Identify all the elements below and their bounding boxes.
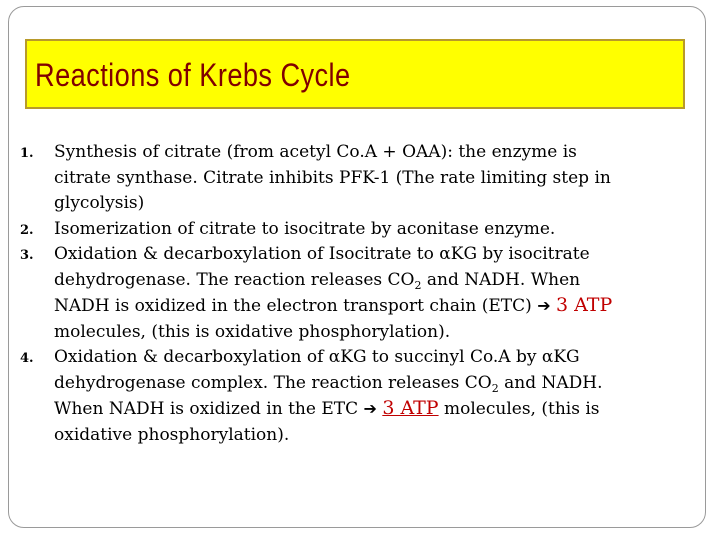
item-line: [54, 345, 700, 371]
item-line: Isomerization of citrate to isocitrate by aconitase enzyme.: [54, 218, 556, 239]
item-number: 1.: [20, 146, 34, 161]
item-number: 3.: [20, 248, 34, 263]
item-line: oxidative phosphorylation).: [54, 424, 290, 445]
right-arrow-icon: ➔: [363, 399, 377, 418]
atp-yield: 3 ATP: [382, 397, 439, 419]
item-line: molecules, (this is oxidative phosphorylation).: [54, 321, 451, 342]
item-line: citrate synthase. Citrate inhibits PFK-1 (The rate limiting step in: [54, 167, 611, 188]
title-banner: [25, 39, 685, 109]
item-line: glycolysis): [54, 193, 145, 213]
list-item-2: [20, 217, 700, 243]
text: Oxidation & decarboxylation of: [54, 347, 329, 367]
atp-yield: 3 ATP: [556, 294, 613, 316]
reaction-list: [20, 140, 700, 448]
item-number: 2.: [20, 222, 34, 238]
text: When NADH is oxidized in the ETC: [54, 399, 364, 419]
text: dehydrogenase complex. The reaction releases CO: [54, 372, 492, 393]
text: KG by isocitrate: [450, 244, 590, 264]
list-item-3: [20, 242, 700, 345]
item-line: [54, 242, 700, 268]
text: KG to succinyl Co.A by: [340, 347, 542, 367]
subscript: 2: [491, 381, 499, 395]
text: and NADH. When: [421, 269, 581, 290]
item-line: [54, 371, 700, 397]
alpha-symbol: α: [541, 347, 554, 367]
item-line: [54, 268, 700, 294]
item-line: [54, 396, 700, 423]
text: NADH is oxidized in the electron transport chain (ETC): [54, 296, 538, 316]
text: KG: [553, 347, 580, 367]
item-number: 4.: [20, 351, 34, 366]
text: molecules, (this is: [438, 399, 600, 419]
text: Oxidation & decarboxylation of Isocitrate to: [54, 244, 440, 264]
item-line: Synthesis of citrate (from acetyl Co.A + OAA): the enzyme is: [54, 142, 577, 162]
list-item-1: [20, 140, 700, 217]
alpha-symbol: α: [328, 347, 341, 367]
slide-title: Reactions of Krebs Cycle: [35, 57, 351, 93]
right-arrow-icon: ➔: [537, 296, 551, 315]
text: and NADH.: [498, 372, 603, 393]
item-line: [54, 293, 700, 320]
text: dehydrogenase. The reaction releases CO: [54, 269, 415, 290]
subscript: 2: [414, 278, 422, 292]
alpha-symbol: α: [439, 244, 451, 264]
list-item-4: [20, 345, 700, 448]
